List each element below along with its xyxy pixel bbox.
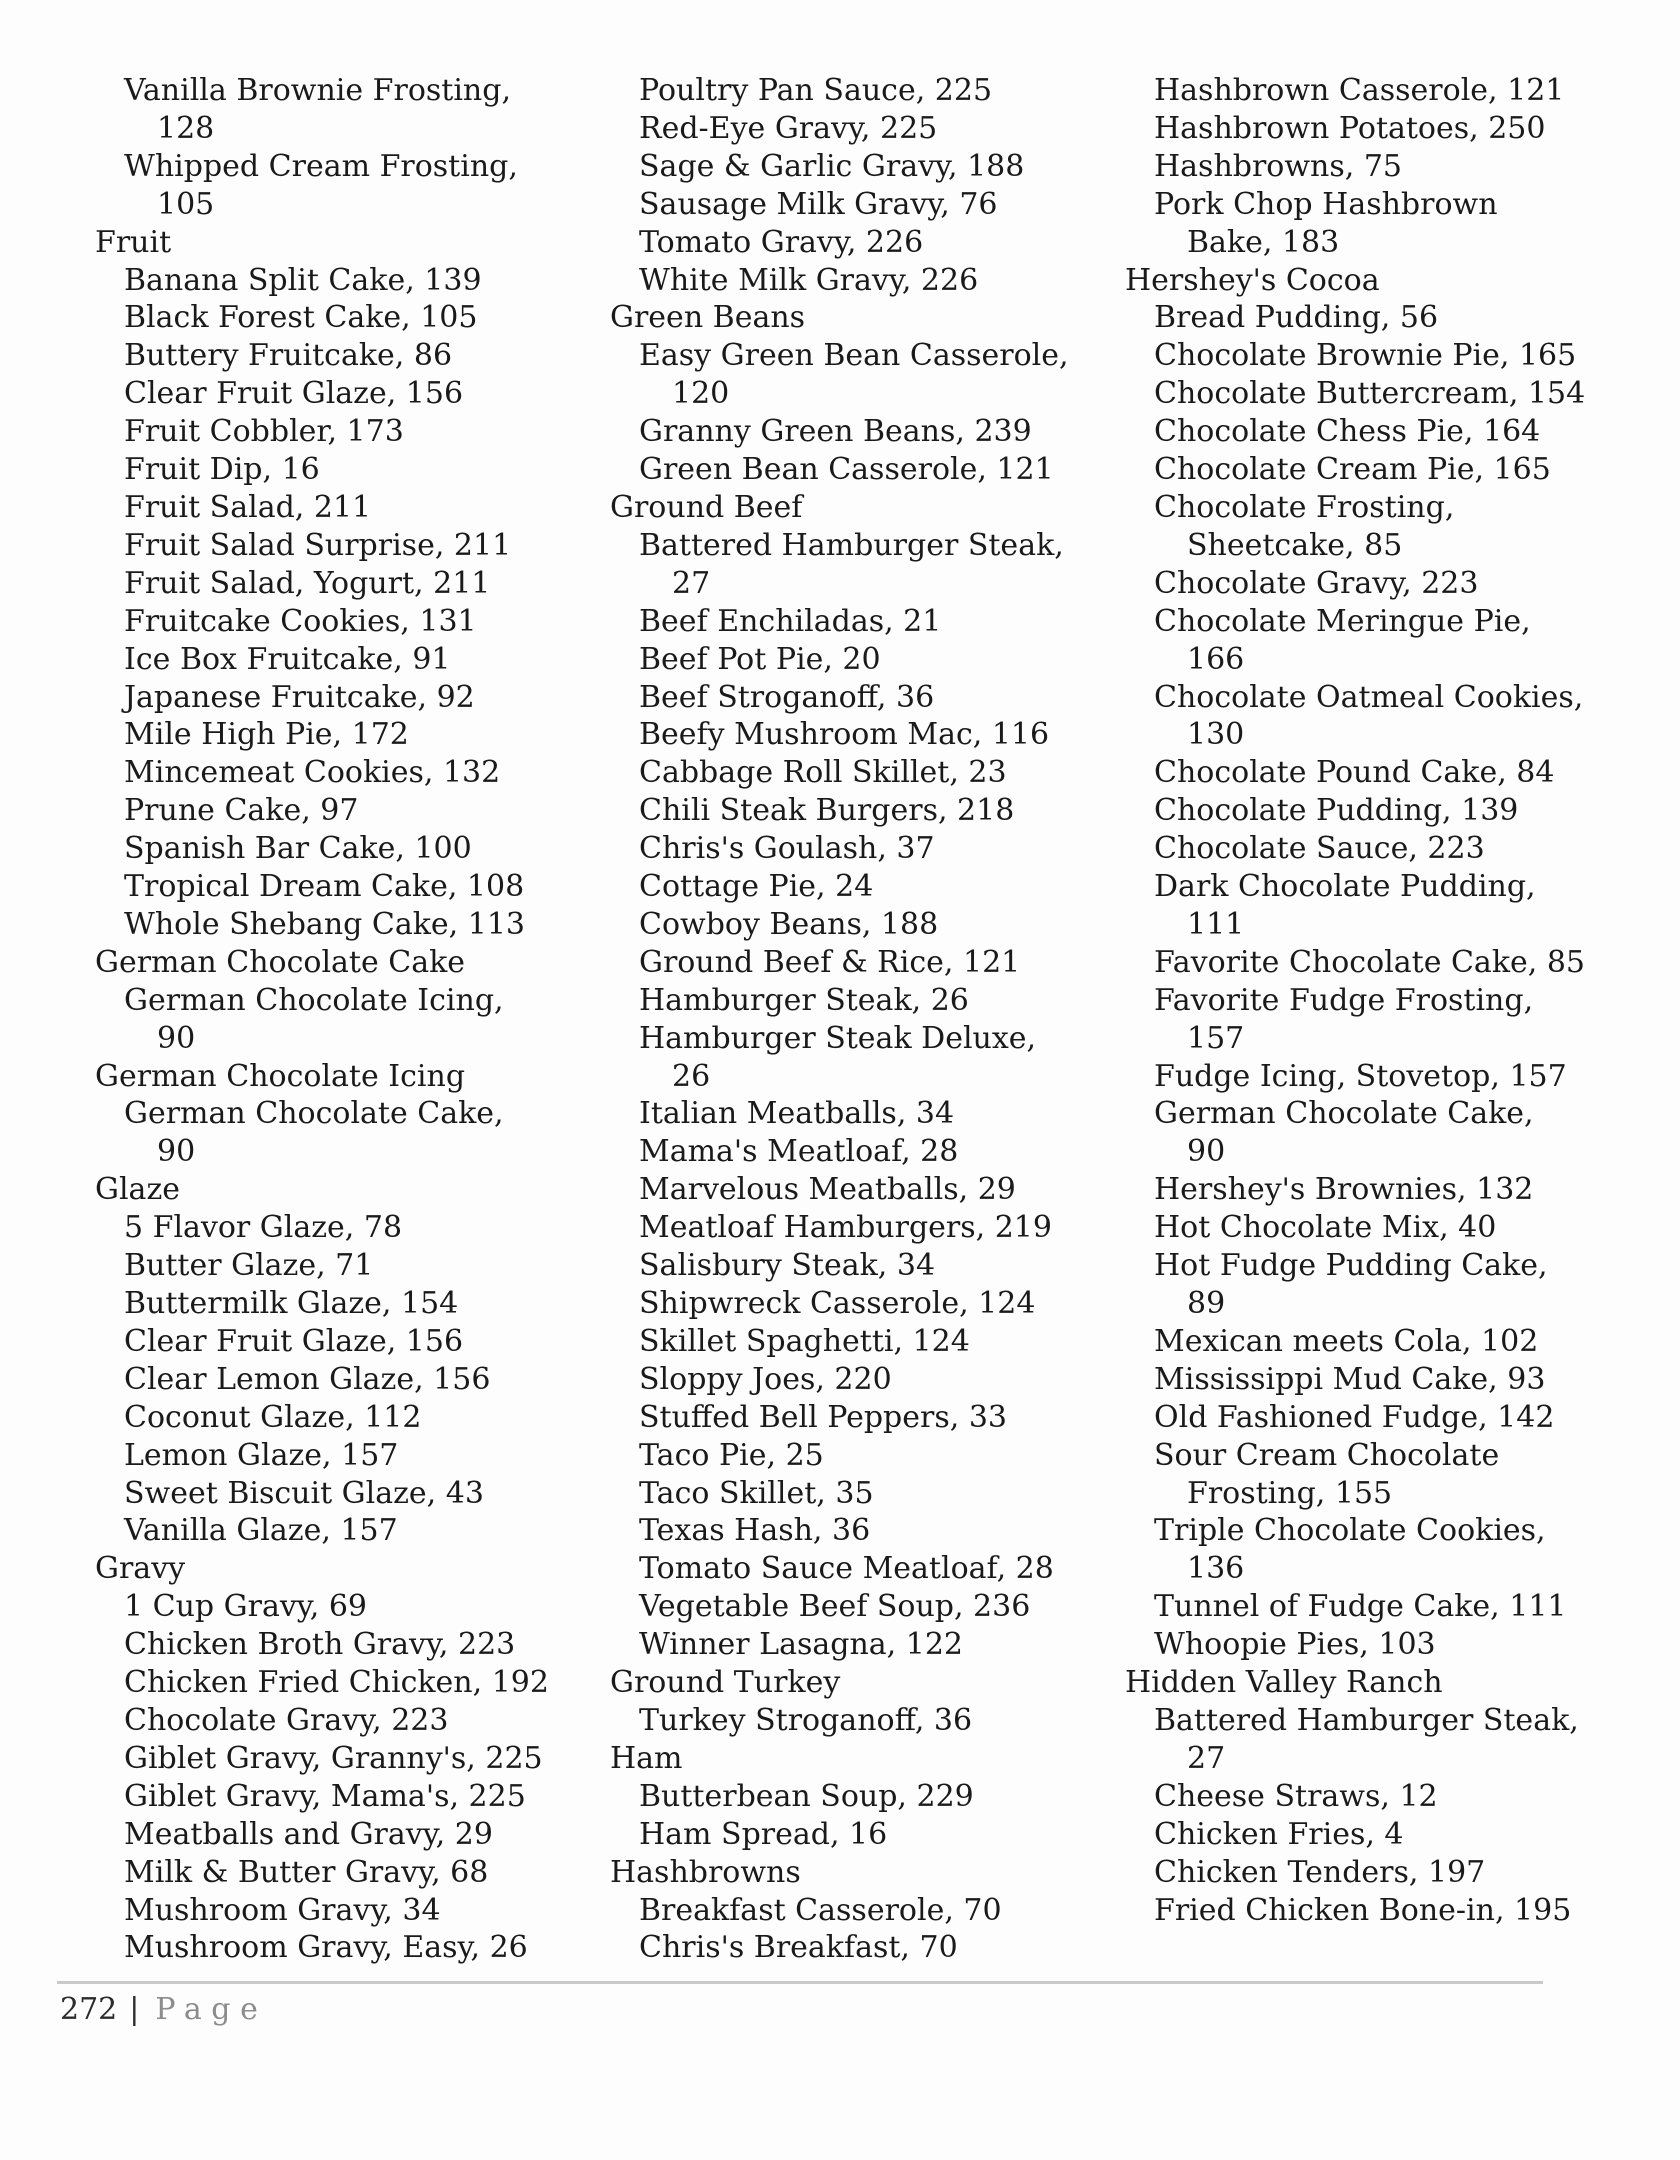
index-entry [1125,1361,1640,1399]
entry-line: Poultry Pan Sauce, 225 [639,73,993,108]
index-entry [95,413,610,451]
index-entry [95,1247,610,1285]
entry-line: Hot Chocolate Mix, 40 [1154,1210,1497,1246]
entry-line: Hershey's Brownies, 132 [1154,1172,1534,1208]
entry-line: Chocolate Gravy, 223 [1154,565,1479,601]
entry-line: Ice Box Fruitcake, 91 [124,641,451,677]
index-entry [1125,944,1640,982]
entry-line: German Chocolate Cake, [124,1096,504,1132]
entry-line: Mushroom Gravy, 34 [124,1892,441,1928]
entry-line: Butter Glaze, 71 [124,1248,374,1284]
entry-line: Black Forest Cake, 105 [124,300,478,336]
section-header: Glaze [95,1172,181,1208]
entry-line: Meatballs and Gravy, 29 [124,1816,493,1852]
index-entry [610,982,1125,1020]
index-entry [95,982,610,1058]
index-entry [610,1247,1125,1285]
index-entry [1125,1247,1640,1323]
entry-line: White Milk Gravy, 226 [639,262,979,298]
section-header: Hidden Valley Ranch [1125,1665,1443,1701]
index-entry [1125,1892,1640,1930]
index-entry [610,1626,1125,1664]
index-entry [1125,1854,1640,1892]
index-entry [95,792,610,830]
entry-line: Hamburger Steak Deluxe, [639,1020,1037,1056]
entry-line: Japanese Fruitcake, 92 [124,679,475,715]
index-entry [610,451,1125,489]
index-entry [1125,1702,1640,1778]
index-entry [610,944,1125,982]
entry-line: Beef Stroganoff, 36 [639,679,935,715]
entry-line: Battered Hamburger Steak, [1154,1702,1579,1738]
entry-line: Mexican meets Cola, 102 [1154,1323,1539,1359]
entry-line: Fruit Salad, 211 [124,489,372,525]
entry-line: Whoopie Pies, 103 [1154,1627,1436,1663]
entry-line: Whipped Cream Frosting, [124,148,518,184]
index-entry [610,603,1125,641]
entry-line: Winner Lasagna, 122 [639,1627,964,1663]
entry-wrap-line: 130 [1187,717,1245,753]
index-entry [610,716,1125,754]
entry-line: Chocolate Gravy, 223 [124,1702,449,1738]
entry-line: German Chocolate Icing, [124,982,504,1018]
entry-line: Clear Fruit Glaze, 156 [124,1323,464,1359]
entry-wrap-line: Sheetcake, 85 [1187,527,1403,563]
index-entry [610,1399,1125,1437]
entry-wrap-line: Frosting, 155 [1187,1475,1393,1511]
index-entry [95,1512,610,1550]
entry-line: Bread Pudding, 56 [1154,300,1439,336]
index-entry [95,1437,610,1475]
entry-wrap-line: 128 [157,110,215,146]
entry-line: Vanilla Brownie Frosting, [124,73,511,108]
entry-line: Chocolate Pudding, 139 [1154,793,1519,829]
index-entry [1125,792,1640,830]
entry-line: Fruit Dip, 16 [124,452,320,488]
page-footer [60,1992,267,2028]
entry-line: Cabbage Roll Skillet, 23 [639,755,1007,791]
index-entry [610,1323,1125,1361]
entry-line: Lemon Glaze, 157 [124,1437,399,1473]
index-entry [95,679,610,717]
index-entry [1125,1399,1640,1437]
index-column-1 [95,72,610,1967]
index-entry [1125,1209,1640,1247]
entry-line: Taco Pie, 25 [639,1437,824,1473]
index-entry [95,148,610,224]
index-entry [610,413,1125,451]
index-entry [95,906,610,944]
index-entry [95,1854,610,1892]
index-entry [610,1778,1125,1816]
entry-line: Mincemeat Cookies, 132 [124,755,501,791]
entry-line: Buttery Fruitcake, 86 [124,338,453,374]
entry-line: Cheese Straws, 12 [1154,1778,1438,1814]
index-entry [95,565,610,603]
entry-line: Sweet Biscuit Glaze, 43 [124,1475,484,1511]
entry-line: Pork Chop Hashbrown [1154,186,1498,222]
index-entry [610,1816,1125,1854]
entry-line: Clear Fruit Glaze, 156 [124,376,464,412]
entry-line: Chocolate Oatmeal Cookies, [1154,679,1584,715]
entry-wrap-line: Bake, 183 [1187,224,1340,260]
index-column-3 [1125,72,1640,1929]
index-entry [610,641,1125,679]
entry-line: Old Fashioned Fudge, 142 [1154,1399,1555,1435]
index-entry [610,337,1125,413]
entry-wrap-line: 136 [1187,1551,1245,1587]
index-entry [610,110,1125,148]
index-entry [95,716,610,754]
index-entry [1125,868,1640,944]
index-entry [95,1361,610,1399]
index-entry [95,1588,610,1626]
entry-wrap-line: 120 [672,376,730,412]
section-header: German Chocolate Icing [95,1058,466,1094]
index-entry [95,1929,610,1967]
index-entry [1125,1778,1640,1816]
entry-line: Giblet Gravy, Mama's, 225 [124,1778,526,1814]
entry-line: Chili Steak Burgers, 218 [639,793,1015,829]
index-entry [1125,1437,1640,1513]
entry-line: Beef Pot Pie, 20 [639,641,881,677]
entry-line: Tomato Gravy, 226 [639,224,924,260]
entry-line: Breakfast Casserole, 70 [639,1892,1002,1928]
index-entry [95,262,610,300]
index-entry [1125,1058,1640,1096]
entry-line: Chocolate Cream Pie, 165 [1154,452,1551,488]
index-entry [1125,679,1640,755]
entry-line: Prune Cake, 97 [124,793,359,829]
page-number: 272 [60,1992,118,2027]
index-entry [95,489,610,527]
index-entry [1125,413,1640,451]
index-entry [1125,1512,1640,1588]
entry-line: Italian Meatballs, 34 [639,1096,955,1132]
entry-wrap-line: 90 [157,1020,196,1056]
entry-line: Hashbrowns, 75 [1154,148,1403,184]
entry-line: Dark Chocolate Pudding, [1154,869,1536,905]
index-entry [610,1588,1125,1626]
entry-line: Fruitcake Cookies, 131 [124,603,477,639]
index-entry [610,1475,1125,1513]
footer-separator: | [129,1992,140,2027]
entry-line: Tunnel of Fudge Cake, 111 [1154,1589,1567,1625]
index-entry [610,224,1125,262]
entry-line: Fruit Cobbler, 173 [124,414,404,450]
index-entry [95,1209,610,1247]
entry-wrap-line: 90 [157,1134,196,1170]
index-entry [1125,110,1640,148]
entry-line: Cottage Pie, 24 [639,869,874,905]
entry-line: Red-Eye Gravy, 225 [639,110,938,146]
entry-line: Hashbrown Potatoes, 250 [1154,110,1546,146]
entry-line: Chocolate Sauce, 223 [1154,831,1485,867]
index-entry [95,1778,610,1816]
entry-wrap-line: 90 [1187,1134,1226,1170]
index-entry [610,1437,1125,1475]
entry-line: Taco Skillet, 35 [639,1475,874,1511]
index-entry [610,754,1125,792]
entry-line: Whole Shebang Cake, 113 [124,906,525,942]
entry-line: Sausage Milk Gravy, 76 [639,186,998,222]
entry-line: Green Bean Casserole, 121 [639,452,1054,488]
entry-line: Mama's Meatloaf, 28 [639,1134,959,1170]
index-entry [95,641,610,679]
index-entry [1125,375,1640,413]
index-entry [95,1740,610,1778]
index-entry [610,72,1125,110]
entry-line: Battered Hamburger Steak, [639,527,1064,563]
entry-line: Salisbury Steak, 34 [639,1248,936,1284]
index-entry [610,148,1125,186]
index-entry [610,830,1125,868]
index-entry [610,262,1125,300]
index-entry [1125,148,1640,186]
index-entry [95,1664,610,1702]
entry-line: Buttermilk Glaze, 154 [124,1286,459,1321]
index-entry [610,1929,1125,1967]
index-entry [610,868,1125,906]
index-entry [1125,489,1640,565]
entry-line: Meatloaf Hamburgers, 219 [639,1210,1052,1246]
entry-line: Turkey Stroganoff, 36 [639,1702,973,1738]
entry-line: 1 Cup Gravy, 69 [124,1589,367,1625]
index-entry [95,1095,610,1171]
index-entry [610,1550,1125,1588]
index-entry [95,1475,610,1513]
section-header: Ground Beef [610,489,803,525]
index-entry [95,299,610,337]
entry-line: Skillet Spaghetti, 124 [639,1323,970,1359]
entry-line: Chicken Broth Gravy, 223 [124,1627,516,1663]
entry-line: 5 Flavor Glaze, 78 [124,1210,403,1246]
entry-line: Chris's Breakfast, 70 [639,1930,958,1966]
entry-line: Triple Chocolate Cookies, [1154,1513,1546,1549]
entry-line: Chocolate Pound Cake, 84 [1154,755,1555,791]
index-entry [610,1892,1125,1930]
index-entry [1125,337,1640,375]
index-entry [1125,830,1640,868]
index-entry [610,679,1125,717]
index-entry [610,527,1125,603]
entry-line: Sour Cream Chocolate [1154,1437,1500,1473]
entry-line: Milk & Butter Gravy, 68 [124,1854,489,1890]
index-entry [1125,603,1640,679]
index-columns [95,72,1640,1967]
entry-line: Ground Beef & Rice, 121 [639,944,1021,980]
entry-wrap-line: 26 [672,1058,711,1094]
entry-wrap-line: 111 [1187,906,1245,942]
section-header: Hashbrowns [610,1854,801,1890]
index-entry [1125,1588,1640,1626]
index-entry [610,1702,1125,1740]
entry-line: Chocolate Brownie Pie, 165 [1154,338,1577,374]
entry-wrap-line: 157 [1187,1020,1245,1056]
index-entry [95,451,610,489]
entry-line: Giblet Gravy, Granny's, 225 [124,1740,543,1776]
index-entry [95,1702,610,1740]
index-entry [610,1020,1125,1096]
entry-line: Mile High Pie, 172 [124,717,409,753]
entry-line: Favorite Chocolate Cake, 85 [1154,944,1586,980]
index-entry [95,1323,610,1361]
entry-line: Chicken Fried Chicken, 192 [124,1665,549,1701]
entry-line: Sloppy Joes, 220 [639,1361,892,1397]
index-entry [610,792,1125,830]
index-column-2 [610,72,1125,1967]
index-entry [1125,1323,1640,1361]
index-entry [1125,982,1640,1058]
entry-line: Chicken Fries, 4 [1154,1816,1404,1852]
entry-line: Easy Green Bean Casserole, [639,338,1069,374]
entry-line: Coconut Glaze, 112 [124,1399,422,1435]
entry-wrap-line: 166 [1187,641,1245,677]
entry-line: Chicken Tenders, 197 [1154,1854,1486,1890]
entry-line: Tomato Sauce Meatloaf, 28 [639,1551,1054,1587]
footer-page-word: Page [155,1992,268,2027]
entry-wrap-line: 27 [672,565,711,601]
entry-line: Granny Green Beans, 239 [639,414,1032,450]
entry-line: Tropical Dream Cake, 108 [124,869,525,905]
entry-wrap-line: 27 [1187,1740,1226,1776]
index-entry [610,1133,1125,1171]
entry-line: Mushroom Gravy, Easy, 26 [124,1930,528,1966]
index-entry [1125,565,1640,603]
entry-line: Fruit Salad Surprise, 211 [124,527,512,563]
entry-line: Chocolate Buttercream, 154 [1154,376,1586,412]
entry-line: Hamburger Steak, 26 [639,982,969,1018]
entry-line: Stuffed Bell Peppers, 33 [639,1399,1007,1435]
index-entry [610,1285,1125,1323]
entry-line: Vanilla Glaze, 157 [124,1513,398,1549]
entry-line: Fruit Salad, Yogurt, 211 [124,565,491,601]
entry-wrap-line: 89 [1187,1286,1226,1321]
entry-line: Mississippi Mud Cake, 93 [1154,1361,1546,1397]
section-header: Hershey's Cocoa [1125,262,1380,298]
index-entry [1125,72,1640,110]
entry-line: Ham Spread, 16 [639,1816,888,1852]
index-entry [1125,299,1640,337]
section-header: Ham [610,1740,683,1776]
entry-line: Chocolate Chess Pie, 164 [1154,414,1541,450]
index-entry [95,375,610,413]
index-entry [95,830,610,868]
index-entry [95,1626,610,1664]
entry-line: Marvelous Meatballs, 29 [639,1172,1016,1208]
entry-line: Beefy Mushroom Mac, 116 [639,717,1050,753]
entry-line: Sage & Garlic Gravy, 188 [639,148,1025,184]
entry-line: Chris's Goulash, 37 [639,831,935,867]
entry-line: Texas Hash, 36 [639,1513,871,1549]
index-entry [1125,451,1640,489]
entry-line: Chocolate Frosting, [1154,489,1455,525]
index-entry [95,603,610,641]
index-entry [1125,1816,1640,1854]
index-entry [1125,186,1640,262]
section-header: German Chocolate Cake [95,944,466,980]
entry-line: Favorite Fudge Frosting, [1154,982,1534,1018]
section-header: Ground Turkey [610,1665,841,1701]
index-entry [95,868,610,906]
index-entry [1125,1626,1640,1664]
entry-line: Shipwreck Casserole, 124 [639,1286,1036,1321]
entry-line: Cowboy Beans, 188 [639,906,939,942]
index-entry [95,1399,610,1437]
section-header: Gravy [95,1551,186,1587]
index-entry [610,186,1125,224]
index-entry [95,337,610,375]
entry-line: Vegetable Beef Soup, 236 [639,1589,1031,1625]
entry-line: Fried Chicken Bone-in, 195 [1154,1892,1572,1928]
entry-wrap-line: 105 [157,186,215,222]
index-entry [610,1095,1125,1133]
entry-line: Hashbrown Casserole, 121 [1154,73,1565,108]
index-entry [95,1816,610,1854]
section-header: Green Beans [610,300,806,336]
footer-divider [57,1981,1543,1984]
entry-line: Chocolate Meringue Pie, [1154,603,1531,639]
entry-line: Clear Lemon Glaze, 156 [124,1361,491,1397]
index-entry [1125,754,1640,792]
index-entry [95,754,610,792]
index-entry [610,1171,1125,1209]
index-entry [610,906,1125,944]
index-entry [610,1209,1125,1247]
index-entry [95,527,610,565]
index-entry [1125,1095,1640,1171]
index-entry [1125,1171,1640,1209]
entry-line: Fudge Icing, Stovetop, 157 [1154,1058,1567,1094]
entry-line: Butterbean Soup, 229 [639,1778,974,1814]
entry-line: Beef Enchiladas, 21 [639,603,942,639]
entry-line: Banana Split Cake, 139 [124,262,482,298]
index-entry [95,72,610,148]
entry-line: German Chocolate Cake, [1154,1096,1534,1132]
section-header: Fruit [95,224,172,260]
entry-line: Hot Fudge Pudding Cake, [1154,1248,1548,1284]
index-entry [95,1285,610,1323]
entry-line: Spanish Bar Cake, 100 [124,831,472,867]
index-entry [610,1512,1125,1550]
index-entry [95,1892,610,1930]
index-entry [610,1361,1125,1399]
